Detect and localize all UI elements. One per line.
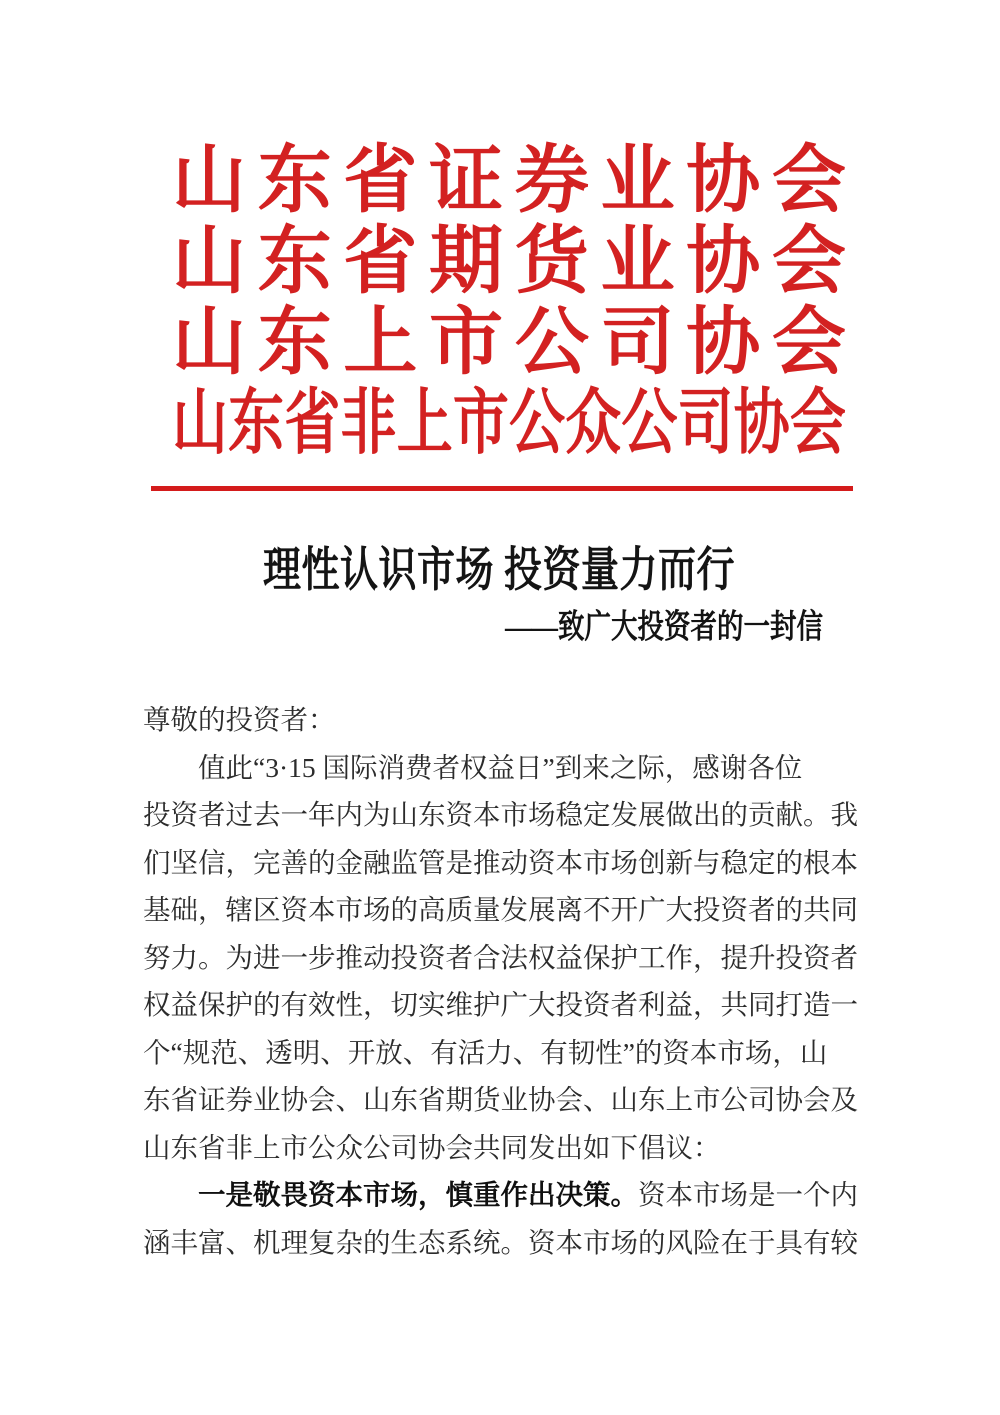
org-name-char: 货 [514, 220, 589, 303]
body-text-line [143, 1124, 858, 1172]
org-name-char: 会 [771, 139, 846, 222]
org-name-char: 山 [172, 383, 228, 464]
org-name-char: 会 [789, 383, 846, 464]
org-name-char: 公 [509, 383, 566, 464]
body-run: 尊敬的投资者： [143, 704, 336, 735]
org-name-char: 上 [343, 301, 418, 384]
body-run: 涵丰富、机理复杂的生态系统。资本市场的风险在于具有较 [143, 1226, 858, 1258]
letter-body-text [143, 696, 858, 1266]
letter-title: 理性认识市场 投资量力而行 [262, 544, 735, 598]
org-name-char: 省 [343, 139, 418, 222]
org-name-char: 业 [600, 220, 675, 303]
body-text-line [143, 1219, 858, 1267]
body-text-line [143, 696, 858, 744]
letterhead-divider-rule [151, 486, 853, 491]
body-run: 权益保护的有效性，切实维护广大投资者利益，共同打造一 [143, 989, 858, 1020]
org-name-char: 证 [429, 139, 504, 222]
body-run: 资本市场是一个内 [638, 1179, 858, 1210]
org-name-char: 司 [677, 383, 734, 464]
body-run: 基础，辖区资本市场的高质量发展离不开广大投资者的共同 [143, 894, 858, 925]
org-name-line [172, 140, 846, 221]
body-run: 努力。为进一步推动投资者合法权益保护工作，提升投资者 [143, 941, 858, 973]
body-text-line [143, 839, 858, 887]
org-name-char: 省 [343, 220, 418, 303]
body-run: 东省证券业协会、山东省期货业协会、山东上市公司协会及 [143, 1084, 858, 1115]
body-run: 值此“3·15 国际消费者权益日”到来之际，感谢各位 [198, 751, 803, 783]
org-name-char: 众 [565, 383, 622, 464]
org-name-line [172, 221, 846, 302]
org-name-char: 山 [172, 220, 246, 303]
org-name-char: 山 [172, 301, 246, 384]
body-text-line [143, 791, 858, 839]
body-run: 们坚信，完善的金融监管是推动资本市场创新与稳定的根本 [143, 846, 858, 878]
body-text-line [143, 981, 858, 1029]
org-name-char: 公 [514, 301, 589, 384]
org-name-char: 协 [686, 139, 761, 222]
org-name-char: 山 [172, 139, 246, 222]
org-name-char: 券 [514, 139, 589, 222]
body-text-line [143, 744, 858, 792]
org-name-char: 东 [257, 301, 332, 384]
org-name-char: 非 [340, 383, 397, 464]
org-name-char: 东 [257, 139, 332, 222]
body-run: 投资者过去一年内为山东资本市场稳定发展做出的贡献。我 [143, 799, 858, 830]
org-name-line [172, 372, 846, 476]
body-run: 个“规范、透明、开放、有活力、有韧性”的资本市场，山 [143, 1036, 828, 1068]
body-run: 山东省非上市公众公司协会共同发出如下倡议： [143, 1131, 721, 1163]
body-text-line [143, 1171, 858, 1219]
org-name-char: 东 [257, 220, 332, 303]
org-name-char: 协 [686, 301, 761, 384]
org-name-char: 会 [771, 301, 846, 384]
org-name-char: 市 [429, 301, 504, 384]
org-name-char: 省 [284, 383, 341, 464]
org-name-char: 市 [452, 383, 509, 464]
org-name-char: 协 [686, 220, 761, 303]
org-name-char: 业 [600, 139, 675, 222]
body-text-line [143, 1029, 858, 1077]
org-name-char: 期 [429, 220, 504, 303]
body-text-line [143, 886, 858, 934]
letter-subtitle: ——致广大投资者的一封信 [505, 607, 823, 645]
org-name-char: 司 [600, 301, 675, 384]
letterhead-org-names [172, 140, 846, 464]
body-run-bold: 一是敬畏资本市场，慎重作出决策。 [198, 1179, 638, 1210]
org-name-char: 东 [228, 383, 285, 464]
body-text-line [143, 934, 858, 982]
org-name-char: 协 [733, 383, 790, 464]
org-name-char: 会 [771, 220, 846, 303]
org-name-char: 上 [396, 383, 453, 464]
body-text-line [143, 1076, 858, 1124]
org-name-char: 公 [621, 383, 678, 464]
